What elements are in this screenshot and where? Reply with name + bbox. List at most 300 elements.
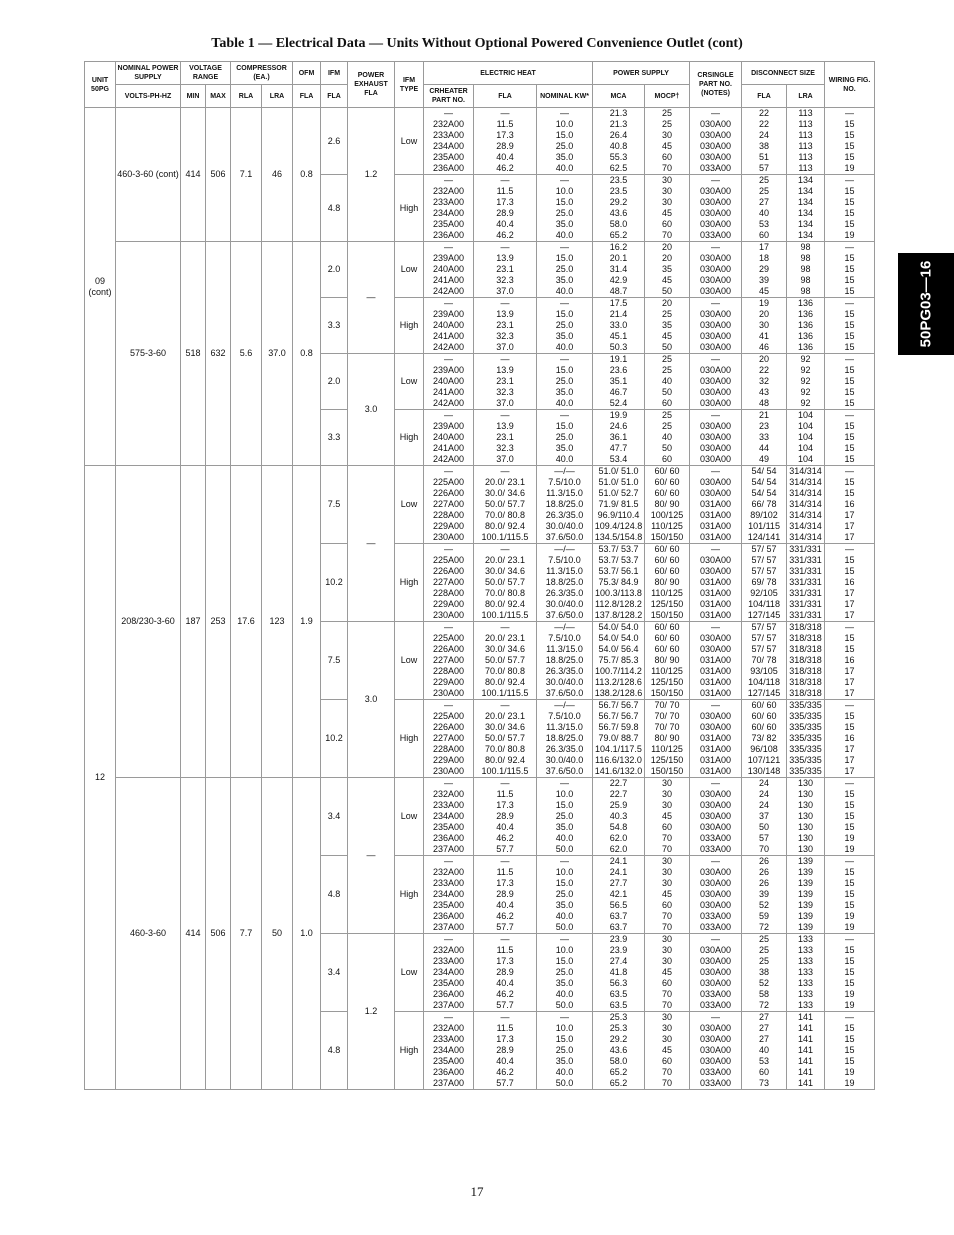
- disconnect-lra: 314/314: [787, 477, 825, 488]
- header-rla: RLA: [231, 85, 262, 108]
- heat-fla: 11.5: [474, 119, 537, 130]
- crheater-part: —: [424, 242, 474, 254]
- mocp: 25: [645, 354, 690, 366]
- disconnect-fla: 27: [742, 1023, 787, 1034]
- nominal-kw: 15.0: [537, 309, 593, 320]
- crsingle-part: 030A00: [690, 342, 742, 354]
- nominal-kw: 30.0/40.0: [537, 755, 593, 766]
- mocp: 110/125: [645, 588, 690, 599]
- heat-fla: 46.2: [474, 230, 537, 242]
- nominal-kw: 40.0: [537, 911, 593, 922]
- disconnect-lra: 136: [787, 331, 825, 342]
- disconnect-fla: 30: [742, 320, 787, 331]
- header-unit: UNIT 50PG: [85, 62, 116, 108]
- crsingle-part: 031A00: [690, 655, 742, 666]
- mocp: 70/ 70: [645, 711, 690, 722]
- crheater-part: 227A00: [424, 499, 474, 510]
- disconnect-fla: 73/ 82: [742, 733, 787, 744]
- crsingle-part: 031A00: [690, 666, 742, 677]
- nominal-kw: 50.0: [537, 844, 593, 856]
- mca: 71.9/ 81.5: [593, 499, 645, 510]
- wiring-fig: 15: [825, 286, 875, 298]
- wiring-fig: 19: [825, 1078, 875, 1090]
- mocp: 125/150: [645, 599, 690, 610]
- mca: 42.1: [593, 889, 645, 900]
- wiring-fig: 15: [825, 711, 875, 722]
- crsingle-part: 030A00: [690, 119, 742, 130]
- heat-fla: —: [474, 700, 537, 712]
- disconnect-lra: 113: [787, 108, 825, 120]
- heat-fla: 50.0/ 57.7: [474, 577, 537, 588]
- mca: 19.9: [593, 410, 645, 422]
- wiring-fig: —: [825, 410, 875, 422]
- crsingle-part: 033A00: [690, 922, 742, 934]
- heat-fla: 80.0/ 92.4: [474, 521, 537, 532]
- nominal-power-supply: 575-3-60: [116, 242, 181, 466]
- header-compressor: COMPRESSOR (EA.): [231, 62, 293, 85]
- disconnect-fla: 21: [742, 410, 787, 422]
- crheater-part: 230A00: [424, 766, 474, 778]
- crsingle-part: 031A00: [690, 521, 742, 532]
- wiring-fig: 15: [825, 978, 875, 989]
- crsingle-part: —: [690, 1012, 742, 1024]
- wiring-fig: 19: [825, 833, 875, 844]
- mocp: 30: [645, 878, 690, 889]
- disconnect-fla: 25: [742, 186, 787, 197]
- crsingle-part: —: [690, 778, 742, 790]
- crsingle-part: 030A00: [690, 878, 742, 889]
- heat-fla: —: [474, 1012, 537, 1024]
- heat-fla: 80.0/ 92.4: [474, 599, 537, 610]
- disconnect-lra: 104: [787, 410, 825, 422]
- header-heat-fla: FLA: [474, 85, 537, 108]
- crheater-part: —: [424, 1012, 474, 1024]
- disconnect-lra: 130: [787, 778, 825, 790]
- heat-fla: 32.3: [474, 387, 537, 398]
- crsingle-part: —: [690, 175, 742, 187]
- crsingle-part: 030A00: [690, 956, 742, 967]
- heat-fla: 28.9: [474, 889, 537, 900]
- crsingle-part: 030A00: [690, 566, 742, 577]
- disconnect-fla: 33: [742, 432, 787, 443]
- crheater-part: 239A00: [424, 421, 474, 432]
- wiring-fig: 15: [825, 956, 875, 967]
- crsingle-part: 030A00: [690, 443, 742, 454]
- crheater-part: 234A00: [424, 208, 474, 219]
- crsingle-part: 031A00: [690, 588, 742, 599]
- disconnect-fla: 22: [742, 108, 787, 120]
- ofm-fla: 0.8: [293, 242, 321, 466]
- nominal-kw: 50.0: [537, 922, 593, 934]
- crheater-part: 242A00: [424, 342, 474, 354]
- crheater-part: 233A00: [424, 197, 474, 208]
- disconnect-lra: 318/318: [787, 633, 825, 644]
- disconnect-lra: 314/314: [787, 499, 825, 510]
- nominal-kw: 10.0: [537, 945, 593, 956]
- mocp: 110/125: [645, 666, 690, 677]
- nominal-kw: 50.0: [537, 1000, 593, 1012]
- heat-fla: 30.0/ 34.6: [474, 566, 537, 577]
- disconnect-lra: 98: [787, 275, 825, 286]
- mocp: 100/125: [645, 510, 690, 521]
- wiring-fig: 17: [825, 688, 875, 700]
- disconnect-fla: 24: [742, 800, 787, 811]
- wiring-fig: 15: [825, 152, 875, 163]
- mocp: 70/ 70: [645, 700, 690, 712]
- mocp: 60: [645, 152, 690, 163]
- crheater-part: 225A00: [424, 711, 474, 722]
- crsingle-part: 030A00: [690, 186, 742, 197]
- wiring-fig: 17: [825, 510, 875, 521]
- mocp: 70: [645, 1078, 690, 1090]
- nominal-kw: 37.6/50.0: [537, 610, 593, 622]
- crheater-part: 230A00: [424, 610, 474, 622]
- compressor-lra: 50: [262, 778, 293, 1090]
- crsingle-part: 033A00: [690, 911, 742, 922]
- mocp: 45: [645, 811, 690, 822]
- heat-fla: —: [474, 778, 537, 790]
- compressor-lra: 37.0: [262, 242, 293, 466]
- disconnect-lra: 318/318: [787, 688, 825, 700]
- mca: 48.7: [593, 286, 645, 298]
- crsingle-part: 030A00: [690, 555, 742, 566]
- mocp: 30: [645, 197, 690, 208]
- crheater-part: 229A00: [424, 599, 474, 610]
- unit-model: 12: [85, 466, 116, 1090]
- disconnect-fla: 27: [742, 197, 787, 208]
- disconnect-fla: 127/145: [742, 610, 787, 622]
- crsingle-part: 030A00: [690, 432, 742, 443]
- mca: 75.3/ 84.9: [593, 577, 645, 588]
- wiring-fig: 15: [825, 789, 875, 800]
- mca: 65.2: [593, 1067, 645, 1078]
- mocp: 60/ 60: [645, 622, 690, 634]
- table-row: [85, 242, 875, 254]
- nominal-power-supply: 208/230-3-60: [116, 466, 181, 778]
- unit-model: 09 (cont): [85, 108, 116, 466]
- heat-fla: 28.9: [474, 141, 537, 152]
- mca: 43.6: [593, 1045, 645, 1056]
- disconnect-fla: 53: [742, 219, 787, 230]
- disconnect-fla: 32: [742, 376, 787, 387]
- side-tab-label: 50PG03—16: [917, 260, 935, 348]
- crsingle-part: 030A00: [690, 900, 742, 911]
- header-power-supply: POWER SUPPLY: [593, 62, 690, 85]
- mocp: 20: [645, 253, 690, 264]
- nominal-kw: 15.0: [537, 1034, 593, 1045]
- disconnect-lra: 136: [787, 342, 825, 354]
- header-ifm-type: IFM TYPE: [395, 62, 424, 108]
- disconnect-lra: 98: [787, 264, 825, 275]
- nominal-kw: 18.8/25.0: [537, 655, 593, 666]
- wiring-fig: —: [825, 175, 875, 187]
- crsingle-part: 030A00: [690, 822, 742, 833]
- nominal-kw: —: [537, 934, 593, 946]
- disconnect-lra: 92: [787, 354, 825, 366]
- mocp: 60/ 60: [645, 633, 690, 644]
- disconnect-lra: 314/314: [787, 532, 825, 544]
- disconnect-lra: 331/331: [787, 588, 825, 599]
- heat-fla: 17.3: [474, 197, 537, 208]
- crsingle-part: 030A00: [690, 253, 742, 264]
- mocp: 45: [645, 1045, 690, 1056]
- mocp: 60: [645, 219, 690, 230]
- heat-fla: 40.4: [474, 822, 537, 833]
- mca: 52.4: [593, 398, 645, 410]
- ifm-fla: 7.5: [321, 622, 348, 700]
- ofm-fla: 0.8: [293, 108, 321, 242]
- crsingle-part: 033A00: [690, 844, 742, 856]
- disconnect-lra: 133: [787, 934, 825, 946]
- mocp: 60/ 60: [645, 644, 690, 655]
- disconnect-fla: 43: [742, 387, 787, 398]
- wiring-fig: 15: [825, 889, 875, 900]
- disconnect-fla: 38: [742, 141, 787, 152]
- power-exhaust-fla: 1.2: [348, 108, 395, 242]
- mca: 79.0/ 88.7: [593, 733, 645, 744]
- disconnect-lra: 331/331: [787, 610, 825, 622]
- nominal-kw: 37.6/50.0: [537, 688, 593, 700]
- crheater-part: 234A00: [424, 1045, 474, 1056]
- nominal-kw: 25.0: [537, 264, 593, 275]
- nominal-kw: 25.0: [537, 320, 593, 331]
- disconnect-fla: 66/ 78: [742, 499, 787, 510]
- nominal-kw: 7.5/10.0: [537, 711, 593, 722]
- table-row: [85, 466, 875, 478]
- nominal-kw: 26.3/35.0: [537, 666, 593, 677]
- disconnect-lra: 141: [787, 1045, 825, 1056]
- crheater-part: 239A00: [424, 309, 474, 320]
- heat-fla: 11.5: [474, 1023, 537, 1034]
- crheater-part: 239A00: [424, 253, 474, 264]
- header-ifm-fla: FLA: [321, 85, 348, 108]
- crsingle-part: 033A00: [690, 163, 742, 175]
- wiring-fig: 19: [825, 230, 875, 242]
- heat-fla: 28.9: [474, 967, 537, 978]
- mca: 62.0: [593, 833, 645, 844]
- disconnect-fla: 104/118: [742, 599, 787, 610]
- crsingle-part: —: [690, 242, 742, 254]
- crheater-part: 233A00: [424, 956, 474, 967]
- disconnect-fla: 96/108: [742, 744, 787, 755]
- heat-fla: 100.1/115.5: [474, 610, 537, 622]
- disconnect-fla: 60: [742, 1067, 787, 1078]
- power-exhaust-fla: —: [348, 778, 395, 934]
- mca: 29.2: [593, 197, 645, 208]
- voltage-max: 632: [206, 242, 231, 466]
- crheater-part: 234A00: [424, 141, 474, 152]
- header-ofm: OFM: [293, 62, 321, 85]
- mca: 24.1: [593, 867, 645, 878]
- disconnect-fla: 57/ 57: [742, 644, 787, 655]
- mocp: 40: [645, 376, 690, 387]
- heat-fla: 23.1: [474, 376, 537, 387]
- heat-fla: 32.3: [474, 275, 537, 286]
- wiring-fig: 17: [825, 610, 875, 622]
- crsingle-part: 033A00: [690, 1000, 742, 1012]
- nominal-kw: 25.0: [537, 811, 593, 822]
- heat-fla: 50.0/ 57.7: [474, 733, 537, 744]
- mca: 50.3: [593, 342, 645, 354]
- disconnect-lra: 104: [787, 443, 825, 454]
- nominal-kw: 11.3/15.0: [537, 488, 593, 499]
- mocp: 25: [645, 410, 690, 422]
- heat-fla: 13.9: [474, 309, 537, 320]
- header-disconnect-size: DISCONNECT SIZE: [742, 62, 825, 85]
- wiring-fig: 15: [825, 967, 875, 978]
- mca: 17.5: [593, 298, 645, 310]
- mocp: 60/ 60: [645, 488, 690, 499]
- crheater-part: 236A00: [424, 911, 474, 922]
- mca: 56.3: [593, 978, 645, 989]
- crsingle-part: 030A00: [690, 1056, 742, 1067]
- disconnect-lra: 141: [787, 1023, 825, 1034]
- nominal-kw: —: [537, 354, 593, 366]
- section-side-tab: [898, 253, 954, 355]
- header-nominal-power-supply: NOMINAL POWER SUPPLY: [116, 62, 181, 85]
- disconnect-fla: 41: [742, 331, 787, 342]
- disconnect-fla: 27: [742, 1034, 787, 1045]
- mocp: 30: [645, 1034, 690, 1045]
- nominal-kw: —: [537, 298, 593, 310]
- disconnect-lra: 130: [787, 844, 825, 856]
- disconnect-lra: 318/318: [787, 666, 825, 677]
- crsingle-part: 030A00: [690, 331, 742, 342]
- disconnect-fla: 26: [742, 867, 787, 878]
- mca: 65.2: [593, 1078, 645, 1090]
- crheater-part: 235A00: [424, 152, 474, 163]
- ifm-fla: 2.6: [321, 108, 348, 175]
- mocp: 45: [645, 275, 690, 286]
- electrical-data-table: [84, 61, 875, 1090]
- wiring-fig: 15: [825, 141, 875, 152]
- disconnect-lra: 139: [787, 867, 825, 878]
- crsingle-part: —: [690, 354, 742, 366]
- disconnect-lra: 335/335: [787, 722, 825, 733]
- wiring-fig: 15: [825, 566, 875, 577]
- wiring-fig: 17: [825, 744, 875, 755]
- heat-fla: 40.4: [474, 978, 537, 989]
- power-exhaust-fla: —: [348, 242, 395, 354]
- crsingle-part: —: [690, 108, 742, 120]
- crheater-part: 229A00: [424, 755, 474, 766]
- disconnect-lra: 314/314: [787, 466, 825, 478]
- disconnect-fla: 54/ 54: [742, 488, 787, 499]
- disconnect-fla: 24: [742, 778, 787, 790]
- nominal-kw: 15.0: [537, 253, 593, 264]
- wiring-fig: 15: [825, 119, 875, 130]
- disconnect-lra: 92: [787, 387, 825, 398]
- heat-fla: 30.0/ 34.6: [474, 644, 537, 655]
- disconnect-fla: 39: [742, 889, 787, 900]
- crheater-part: 232A00: [424, 186, 474, 197]
- disconnect-fla: 53: [742, 1056, 787, 1067]
- page-number: 17: [470, 1184, 484, 1199]
- wiring-fig: —: [825, 354, 875, 366]
- nominal-kw: 26.3/35.0: [537, 588, 593, 599]
- disconnect-fla: 57: [742, 163, 787, 175]
- disconnect-lra: 133: [787, 1000, 825, 1012]
- disconnect-fla: 37: [742, 811, 787, 822]
- mca: 100.7/114.2: [593, 666, 645, 677]
- nominal-kw: 15.0: [537, 365, 593, 376]
- disconnect-lra: 335/335: [787, 755, 825, 766]
- crsingle-part: 030A00: [690, 141, 742, 152]
- wiring-fig: —: [825, 242, 875, 254]
- heat-fla: 13.9: [474, 253, 537, 264]
- crheater-part: —: [424, 298, 474, 310]
- crheater-part: 237A00: [424, 922, 474, 934]
- heat-fla: 37.0: [474, 398, 537, 410]
- nominal-kw: 37.6/50.0: [537, 766, 593, 778]
- crheater-part: 235A00: [424, 219, 474, 230]
- mca: 23.9: [593, 945, 645, 956]
- crheater-part: —: [424, 108, 474, 120]
- mocp: 60/ 60: [645, 544, 690, 556]
- crheater-part: 226A00: [424, 644, 474, 655]
- ifm-type: Low: [395, 934, 424, 1012]
- wiring-fig: 15: [825, 130, 875, 141]
- wiring-fig: 19: [825, 989, 875, 1000]
- crheater-part: —: [424, 700, 474, 712]
- crheater-part: 233A00: [424, 130, 474, 141]
- mocp: 20: [645, 298, 690, 310]
- disconnect-lra: 139: [787, 922, 825, 934]
- mocp: 35: [645, 264, 690, 275]
- crsingle-part: 030A00: [690, 376, 742, 387]
- header-crheater: CRHEATER PART NO.: [424, 85, 474, 108]
- power-exhaust-fla: 3.0: [348, 622, 395, 778]
- nominal-kw: 40.0: [537, 398, 593, 410]
- wiring-fig: 17: [825, 521, 875, 532]
- heat-fla: 11.5: [474, 945, 537, 956]
- wiring-fig: 15: [825, 365, 875, 376]
- disconnect-fla: 25: [742, 945, 787, 956]
- wiring-fig: —: [825, 622, 875, 634]
- disconnect-lra: 98: [787, 286, 825, 298]
- disconnect-fla: 49: [742, 454, 787, 466]
- mca: 116.6/132.0: [593, 755, 645, 766]
- disconnect-lra: 134: [787, 219, 825, 230]
- crheater-part: 236A00: [424, 989, 474, 1000]
- disconnect-fla: 92/105: [742, 588, 787, 599]
- heat-fla: 20.0/ 23.1: [474, 477, 537, 488]
- crsingle-part: 031A00: [690, 766, 742, 778]
- heat-fla: 17.3: [474, 878, 537, 889]
- heat-fla: 100.1/115.5: [474, 688, 537, 700]
- disconnect-fla: 101/115: [742, 521, 787, 532]
- ofm-fla: 1.9: [293, 466, 321, 778]
- mca: 56.7/ 59.8: [593, 722, 645, 733]
- mca: 55.3: [593, 152, 645, 163]
- ifm-type: High: [395, 298, 424, 354]
- mocp: 25: [645, 365, 690, 376]
- crheater-part: 240A00: [424, 320, 474, 331]
- disconnect-lra: 130: [787, 811, 825, 822]
- ifm-type: Low: [395, 242, 424, 298]
- crheater-part: 236A00: [424, 230, 474, 242]
- wiring-fig: 19: [825, 163, 875, 175]
- wiring-fig: —: [825, 778, 875, 790]
- crheater-part: 236A00: [424, 833, 474, 844]
- crheater-part: 227A00: [424, 577, 474, 588]
- mocp: 30: [645, 130, 690, 141]
- nominal-power-supply: 460-3-60 (cont): [116, 108, 181, 242]
- heat-fla: 50.0/ 57.7: [474, 499, 537, 510]
- crheater-part: 232A00: [424, 867, 474, 878]
- wiring-fig: 15: [825, 432, 875, 443]
- nominal-kw: 15.0: [537, 956, 593, 967]
